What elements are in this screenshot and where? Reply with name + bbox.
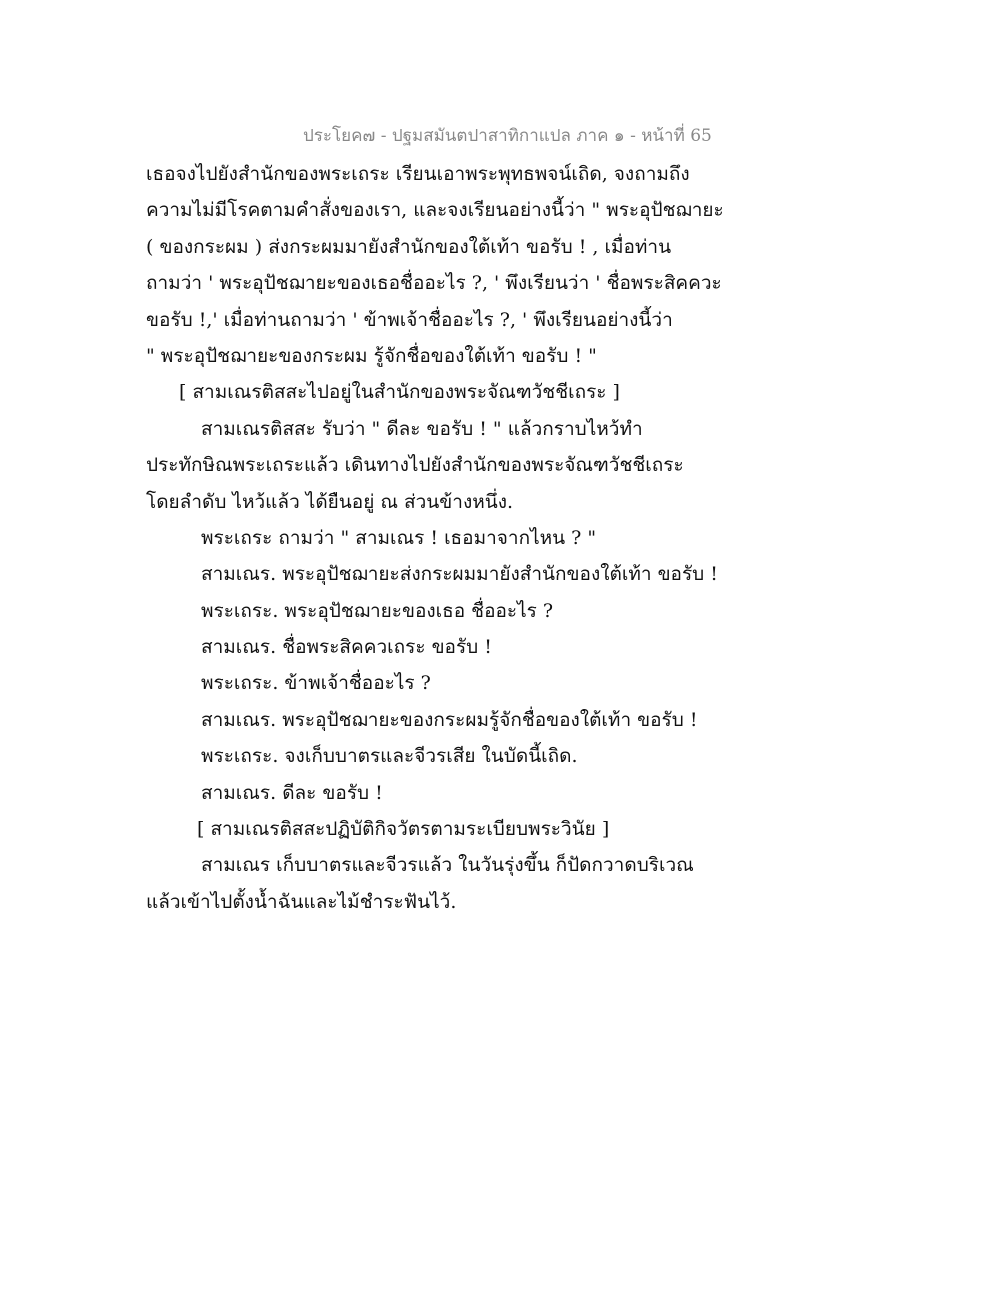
dialogue-line: สามเณร. ดีละ ขอรับ ! bbox=[201, 781, 383, 804]
body-text bbox=[146, 156, 736, 920]
running-header: ประโยค๗ - ปฐมสมันตปาสาทิกาแปล ภาค ๑ - หน้าที่ 65 bbox=[303, 126, 712, 146]
dialogue-line: สามเณร. พระอุปัชฌายะส่งกระผมมายังสำนักของใต้เท้า ขอรับ ! bbox=[201, 563, 718, 586]
dialogue-line: สามเณร. พระอุปัชฌายะของกระผมรู้จักชื่อของใต้เท้า ขอรับ ! bbox=[201, 708, 698, 731]
text-line: โดยลำดับ ไหว้แล้ว ได้ยืนอยู่ ณ ส่วนข้างหนึ่ง. bbox=[146, 490, 514, 513]
dialogue-line: พระเถระ. ข้าพเจ้าชื่ออะไร ? bbox=[201, 672, 431, 695]
dialogue-line: สามเณร. ชื่อพระสิคควเถระ ขอรับ ! bbox=[201, 636, 492, 659]
text-line: สามเณร เก็บบาตรและจีวรแล้ว ในวันรุ่งขึ้น ก็ปัดกวาดบริเวณ bbox=[201, 854, 694, 877]
text-line: ความไม่มีโรคตามคำสั่งของเรา, และจงเรียนอย่างนี้ว่า " พระอุปัชฌายะ bbox=[146, 199, 724, 222]
text-line: ถามว่า ' พระอุปัชฌายะของเธอชื่ออะไร ?, ' พึงเรียนว่า ' ชื่อพระสิคควะ bbox=[146, 272, 722, 295]
dialogue-line: พระเถระ. พระอุปัชฌายะของเธอ ชื่ออะไร ? bbox=[201, 599, 554, 622]
text-line: ขอรับ !,' เมื่อท่านถามว่า ' ข้าพเจ้าชื่ออะไร ?, ' พึงเรียนอย่างนี้ว่า bbox=[146, 308, 673, 331]
text-line: " พระอุปัชฌายะของกระผม รู้จักชื่อของใต้เท้า ขอรับ ! " bbox=[146, 344, 597, 367]
text-line: สามเณรติสสะ รับว่า " ดีละ ขอรับ ! " แล้วกราบไหว้ทำ bbox=[201, 417, 643, 440]
text-line: ประทักษิณพระเถระแล้ว เดินทางไปยังสำนักของพระจัณฑวัชชีเถระ bbox=[146, 454, 684, 477]
section-heading: [ สามเณรติสสะปฏิบัติกิจวัตรตามระเบียบพระวินัย ] bbox=[197, 818, 610, 841]
text-line: เธอจงไปยังสำนักของพระเถระ เรียนเอาพระพุทธพจน์เถิด, จงถามถึง bbox=[146, 163, 690, 185]
section-heading: [ สามเณรติสสะไปอยู่ในสำนักของพระจัณฑวัชชีเถระ ] bbox=[179, 381, 620, 404]
dialogue-line: พระเถระ. จงเก็บบาตรและจีวรเสีย ในบัดนี้เถิด. bbox=[201, 745, 578, 768]
text-line: แล้วเข้าไปตั้งน้ำฉันและไม้ชำระฟันไว้. bbox=[146, 890, 457, 913]
text-line: ( ของกระผม ) ส่งกระผมมายังสำนักของใต้เท้า ขอรับ ! , เมื่อท่าน bbox=[146, 235, 672, 258]
dialogue-line: พระเถระ ถามว่า " สามเณร ! เธอมาจากไหน ? " bbox=[201, 526, 597, 549]
